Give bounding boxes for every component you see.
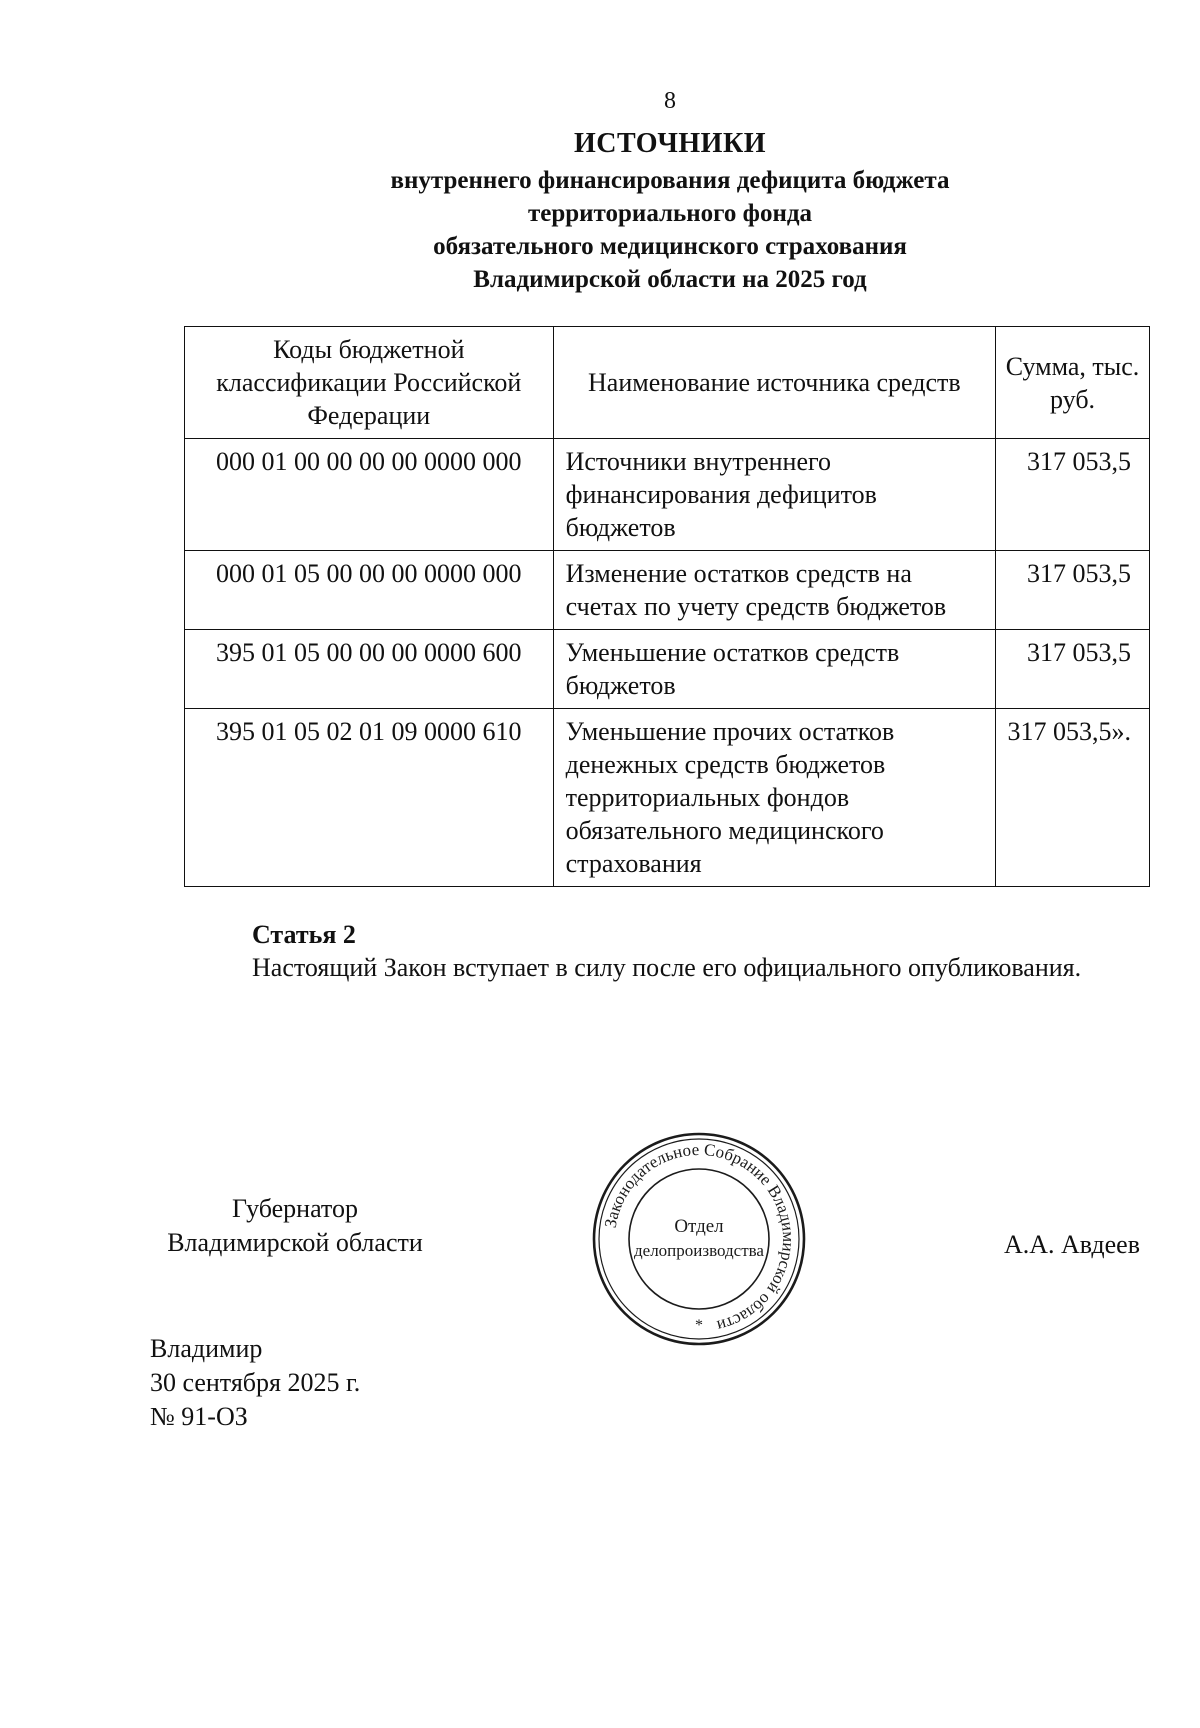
page-number: 8 [664, 88, 676, 114]
footer-city: Владимир [150, 1334, 263, 1363]
cell-name: Источники внутреннего финансирования дефицитов бюджетов [553, 439, 996, 551]
table-header-row [185, 327, 1150, 439]
article-title: Статья 2 [252, 920, 356, 949]
cell-sum: 317 053,5 [996, 439, 1150, 551]
table-row [185, 630, 1150, 709]
footer-date: 30 сентября 2025 г. [150, 1368, 361, 1397]
footer-info [150, 1332, 360, 1434]
stamp-center-line1: Отдел [674, 1216, 724, 1237]
table-row [185, 709, 1150, 887]
signature-title-line: Губернатор [232, 1194, 358, 1223]
cell-code: 395 01 05 02 01 09 0000 610 [185, 709, 554, 887]
official-stamp [588, 1128, 810, 1350]
title-line: внутреннего финансирования дефицита бюджета [390, 167, 950, 194]
signature-title-line: Владимирской области [167, 1228, 423, 1257]
table-row [185, 439, 1150, 551]
cell-code: 395 01 05 00 00 00 0000 600 [185, 630, 554, 709]
article-text: Настоящий Закон вступает в силу после его официального опубликования. [252, 953, 1082, 982]
footer-law-number: № 91-ОЗ [150, 1402, 248, 1431]
stamp-ring-textpath: Законодательное Собрание Владимирской области [600, 1139, 799, 1336]
signature-name: А.А. Авдеев [1003, 1230, 1140, 1259]
cell-code: 000 01 00 00 00 00 0000 000 [185, 439, 554, 551]
cell-code: 000 01 05 00 00 00 0000 000 [185, 551, 554, 630]
cell-sum: 317 053,5 [996, 630, 1150, 709]
title-line: Владимирской области на 2025 год [473, 266, 867, 293]
title-line: территориального фонда [527, 200, 813, 227]
cell-name: Уменьшение прочих остатков денежных средств бюджетов территориальных фондов обязательного медицинского страхования [553, 709, 996, 887]
stamp-outer-ring [594, 1134, 804, 1344]
cell-sum: 317 053,5 [996, 551, 1150, 630]
stamp-center-line2: делопроизводства [634, 1241, 764, 1260]
header-sum: Сумма, тыс. руб. [996, 327, 1150, 439]
cell-name: Уменьшение остатков средств бюджетов [553, 630, 996, 709]
header-code: Коды бюджетной классификации Российской Федерации [185, 327, 554, 439]
cell-name: Изменение остатков средств на счетах по учету средств бюджетов [553, 551, 996, 630]
table-row [185, 551, 1150, 630]
header-name: Наименование источника средств [553, 327, 996, 439]
article-section [178, 918, 1146, 984]
stamp-inner-ring [629, 1169, 769, 1309]
signature-title [150, 1192, 440, 1260]
sources-table [184, 326, 1150, 887]
document-title [270, 128, 1070, 296]
stamp-star: * [695, 1317, 703, 1334]
title-main: ИСТОЧНИКИ [573, 128, 767, 159]
cell-sum: 317 053,5». [996, 709, 1150, 887]
title-line: обязательного медицинского страхования [433, 233, 907, 260]
